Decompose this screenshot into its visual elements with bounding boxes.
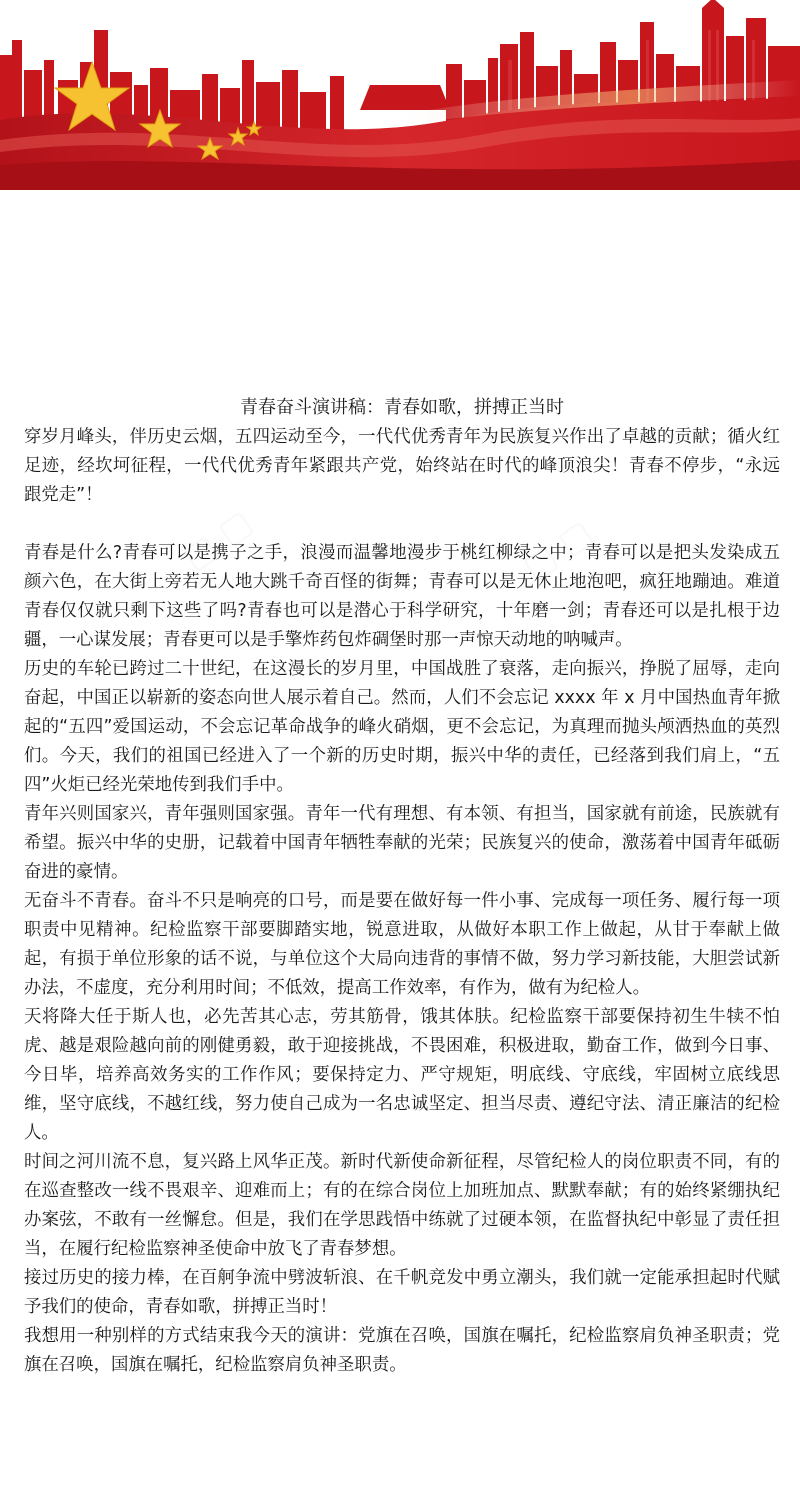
watermark: ▢ ▢ bbox=[515, 512, 600, 588]
paragraph: 青年兴则国家兴，青年强则国家强。青年一代有理想、有本领、有担当，国家就有前途，民族就有希望。振兴中华的史册，记载着中国青年牺牲奉献的光荣；民族复兴的使命，激荡着中国青年砥砺奋进的豪情。 bbox=[24, 804, 780, 882]
paragraph: 青春是什么?青春可以是携子之手，浪漫而温馨地漫步于桃红柳绿之中；青春可以是把头发染成五颜六色，在大街上旁若无人地大跳千奇百怪的街舞；青春可以是无休止地泡吧，疯狂地蹦迪。难道青春仅仅就只剩下这些了吗?青春也可以是潜心于科学研究，十年磨一剑；青春还可以是扎根于边疆，一心谋发展；青春更可以是手擎炸药包炸碉堡时那一声惊天动地的呐喊声。 bbox=[24, 543, 780, 650]
article-title: 青春奋斗演讲稿：青春如歌，拼搏正当时 bbox=[240, 397, 564, 418]
watermark: ▢ ▢ bbox=[175, 502, 260, 578]
paragraph: 接过历史的接力棒，在百舸争流中劈波斩浪、在千帆竞发中勇立潮头，我们就一定能承担起时代赋予我们的使命，青春如歌，拼搏正当时！ bbox=[24, 1268, 780, 1317]
paragraph: 时间之河川流不息，复兴路上风华正茂。新时代新使命新征程，尽管纪检人的岗位职责不同，有的在巡查整改一线不畏艰辛、迎难而上；有的在综合岗位上加班加点、默默奉献；有的始终紧绷执纪办案弦，不敢有一丝懈怠。但是，我们在学思践悟中练就了过硬本领，在监督执纪中彰显了责任担当，在履行纪检监察神圣使命中放飞了青春梦想。 bbox=[24, 1152, 780, 1259]
paragraph: 历史的车轮已跨过二十世纪，在这漫长的岁月里，中国战胜了衰落，走向振兴，挣脱了屈辱，走向奋起，中国正以崭新的姿态向世人展示着自己。然而，人们不会忘记 xxxx 年 x 月中国热血青年掀起的“五四”爱国运动，不会忘记革命战争的峰火硝烟，更不会忘记，为真理而抛头颅洒热血的英烈们。今天，我们的祖国已经进入了一个新的历史时期，振兴中华的责任，已经落到我们肩上，“五四”火炬已经光荣地传到我们手中。 bbox=[24, 659, 780, 795]
paragraph: 无奋斗不青春。奋斗不只是响亮的口号，而是要在做好每一件小事、完成每一项任务、履行每一项职责中见精神。纪检监察干部要脚踏实地，锐意进取，从做好本职工作上做起，从甘于奉献上做起，有损于单位形象的话不说，与单位这个大局向违背的事情不做，努力学习新技能，大胆尝试新办法，不虚度，充分利用时间；不低效，提高工作效率，有作为，做有为纪检人。 bbox=[24, 891, 780, 998]
banner-artwork bbox=[0, 0, 800, 190]
paragraph: 穿岁月峰头，伴历史云烟，五四运动至今，一代代优秀青年为民族复兴作出了卓越的贡献；循火红足迹，经坎坷征程，一代代优秀青年紧跟共产党，始终站在时代的峰顶浪尖！青春不停步，“永远跟党走”！ bbox=[24, 427, 780, 505]
speech-article bbox=[24, 395, 780, 1380]
paragraph: 天将降大任于斯人也，必先苦其心志，劳其筋骨，饿其体肤。纪检监察干部要保持初生牛犊不怕虎、越是艰险越向前的刚健勇毅，敢于迎接挑战，不畏困难，积极进取，勤奋工作，做到今日事、今日毕，培养高效务实的工作作风；要保持定力、严守规矩，明底线、守底线，牢固树立底线思维，坚守底线，不越红线，努力使自己成为一名忠诚坚定、担当尽责、遵纪守法、清正廉洁的纪检人。 bbox=[24, 1007, 780, 1143]
paragraph: 我想用一种别样的方式结束我今天的演讲：党旗在召唤，国旗在嘱托，纪检监察肩负神圣职责；党旗在召唤，国旗在嘱托，纪检监察肩负神圣职责。 bbox=[24, 1326, 780, 1375]
header-banner bbox=[0, 0, 800, 190]
